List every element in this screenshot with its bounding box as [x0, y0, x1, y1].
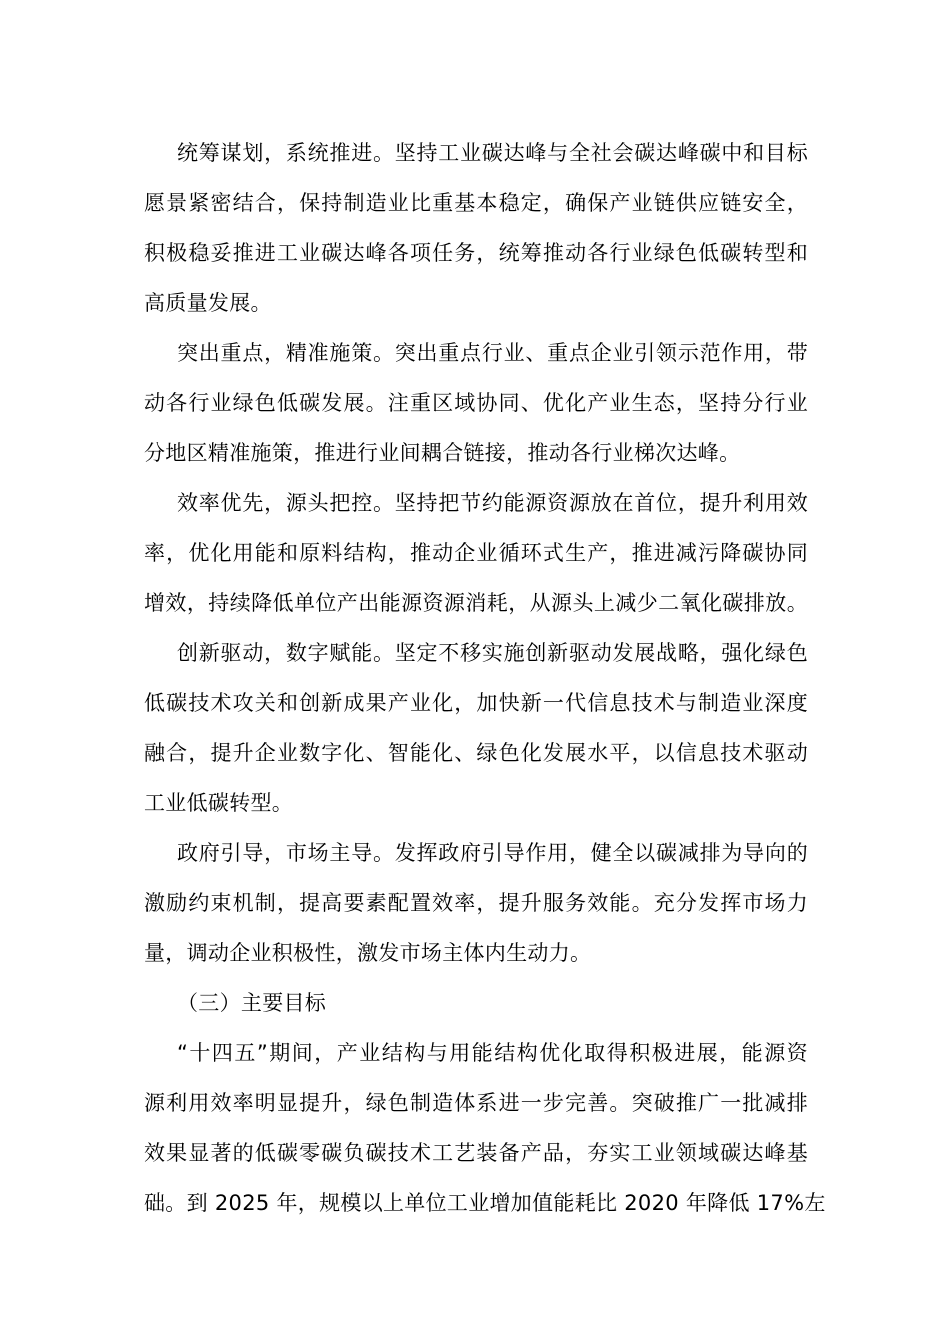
text-line: 突出重点，精准施策。突出重点行业、重点企业引领示范作用，带	[177, 341, 808, 365]
text-line: 效率优先，源头把控。坚持把节约能源资源放在首位，提升利用效	[177, 491, 808, 515]
paragraph-key-focus	[144, 328, 808, 478]
text-line: 率，优化用能和原料结构，推动企业循环式生产，推进减污降碳协同	[144, 541, 808, 565]
paragraph-14th-five-year	[144, 1028, 826, 1228]
text-line: 愿景紧密结合，保持制造业比重基本稳定，确保产业链供应链安全，	[144, 191, 808, 215]
text-line: 激励约束机制，提高要素配置效率，提升服务效能。充分发挥市场力	[144, 891, 808, 915]
text-line: 统筹谋划，系统推进。坚持工业碳达峰与全社会碳达峰碳中和目标	[177, 141, 808, 165]
paragraph-innovation-driven	[144, 628, 808, 828]
text-line: 分地区精准施策，推进行业间耦合链接，推动各行业梯次达峰。	[144, 441, 741, 465]
text-line: 工业低碳转型。	[144, 791, 294, 815]
section-heading: （三）主要目标	[177, 991, 327, 1015]
text-line: 础。到 2025 年，规模以上单位工业增加值能耗比 2020 年降低 17%左	[144, 1191, 826, 1215]
text-line: 创新驱动，数字赋能。坚定不移实施创新驱动发展战略，强化绿色	[177, 641, 808, 665]
paragraph-government-guidance	[144, 828, 808, 978]
section-heading-main-goals	[144, 978, 808, 1028]
text-line: 增效，持续降低单位产出能源资源消耗，从源头上减少二氧化碳排放。	[144, 591, 808, 615]
paragraph-overall-planning	[144, 128, 808, 328]
paragraph-efficiency-first	[144, 478, 808, 628]
document-body	[144, 128, 826, 1228]
text-line: 积极稳妥推进工业碳达峰各项任务，统筹推动各行业绿色低碳转型和	[144, 241, 808, 265]
text-line: 效果显著的低碳零碳负碳技术工艺装备产品，夯实工业领域碳达峰基	[144, 1141, 808, 1165]
text-line: 源利用效率明显提升，绿色制造体系进一步完善。突破推广一批减排	[144, 1091, 808, 1115]
text-line: 低碳技术攻关和创新成果产业化，加快新一代信息技术与制造业深度	[144, 691, 808, 715]
text-line: 融合，提升企业数字化、智能化、绿色化发展水平，以信息技术驱动	[144, 741, 808, 765]
text-line: 政府引导，市场主导。发挥政府引导作用，健全以碳减排为导向的	[177, 841, 808, 865]
text-line: 高质量发展。	[144, 291, 272, 315]
text-line: 量，调动企业积极性，激发市场主体内生动力。	[144, 941, 592, 965]
text-line: “十四五”期间，产业结构与用能结构优化取得积极进展，能源资	[177, 1041, 808, 1065]
text-line: 动各行业绿色低碳发展。注重区域协同、优化产业生态，坚持分行业	[144, 391, 808, 415]
